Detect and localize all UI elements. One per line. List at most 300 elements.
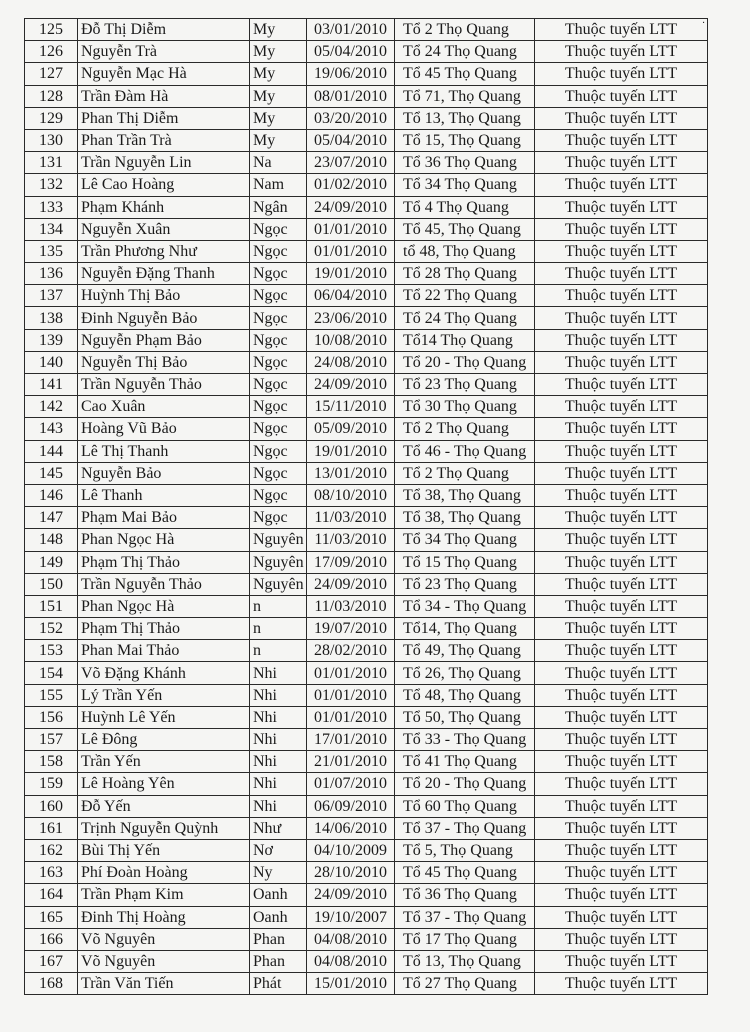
status-cell: Thuộc tuyến LTT: [535, 19, 708, 41]
table-row: [25, 374, 708, 396]
address-cell: Tổ 2 Thọ Quang: [395, 19, 535, 41]
row-number: 140: [25, 351, 78, 373]
address-cell: Tổ 27 Thọ Quang: [395, 973, 535, 995]
birth-date-cell: 11/03/2010: [307, 507, 395, 529]
row-number: 147: [25, 507, 78, 529]
table-row: [25, 462, 708, 484]
status-cell: Thuộc tuyến LTT: [535, 795, 708, 817]
table-row: [25, 263, 708, 285]
status-cell: Thuộc tuyến LTT: [535, 640, 708, 662]
table-row: [25, 129, 708, 151]
given-name-cell: Ngọc: [250, 240, 307, 262]
birth-date-cell: 10/08/2010: [307, 329, 395, 351]
address-cell: Tổ 17 Thọ Quang: [395, 928, 535, 950]
row-number: 131: [25, 152, 78, 174]
table-row: [25, 706, 708, 728]
birth-date-cell: 19/01/2010: [307, 263, 395, 285]
surname-cell: Trần Đàm Hà: [78, 85, 250, 107]
birth-date-cell: 13/01/2010: [307, 462, 395, 484]
birth-date-cell: 01/01/2010: [307, 218, 395, 240]
birth-date-cell: 24/09/2010: [307, 374, 395, 396]
row-number: 133: [25, 196, 78, 218]
row-number: 125: [25, 19, 78, 41]
student-list-table: [24, 18, 708, 995]
status-cell: Thuộc tuyến LTT: [535, 85, 708, 107]
status-cell: Thuộc tuyến LTT: [535, 351, 708, 373]
given-name-cell: Ngọc: [250, 285, 307, 307]
birth-date-cell: 06/09/2010: [307, 795, 395, 817]
table-row: [25, 773, 708, 795]
surname-cell: Võ Nguyên: [78, 950, 250, 972]
birth-date-cell: 08/01/2010: [307, 85, 395, 107]
birth-date-cell: 05/09/2010: [307, 418, 395, 440]
table-row: [25, 440, 708, 462]
status-cell: Thuộc tuyến LTT: [535, 662, 708, 684]
status-cell: Thuộc tuyến LTT: [535, 618, 708, 640]
row-number: 154: [25, 662, 78, 684]
birth-date-cell: 03/20/2010: [307, 107, 395, 129]
status-cell: Thuộc tuyến LTT: [535, 41, 708, 63]
birth-date-cell: 28/10/2010: [307, 862, 395, 884]
given-name-cell: Phan: [250, 950, 307, 972]
given-name-cell: My: [250, 107, 307, 129]
surname-cell: Trần Nguyễn Lin: [78, 152, 250, 174]
address-cell: Tổ14, Thọ Quang: [395, 618, 535, 640]
table-row: [25, 41, 708, 63]
birth-date-cell: 01/01/2010: [307, 662, 395, 684]
status-cell: Thuộc tuyến LTT: [535, 751, 708, 773]
address-cell: Tổ 23 Thọ Quang: [395, 374, 535, 396]
given-name-cell: Nhi: [250, 751, 307, 773]
status-cell: Thuộc tuyến LTT: [535, 152, 708, 174]
row-number: 132: [25, 174, 78, 196]
row-number: 126: [25, 41, 78, 63]
status-cell: Thuộc tuyến LTT: [535, 462, 708, 484]
address-cell: Tổ 71, Thọ Quang: [395, 85, 535, 107]
surname-cell: Phan Ngọc Hà: [78, 595, 250, 617]
status-cell: Thuộc tuyến LTT: [535, 507, 708, 529]
address-cell: Tổ 15, Thọ Quang: [395, 129, 535, 151]
row-number: 162: [25, 839, 78, 861]
birth-date-cell: 01/07/2010: [307, 773, 395, 795]
status-cell: Thuộc tuyến LTT: [535, 218, 708, 240]
status-cell: Thuộc tuyến LTT: [535, 595, 708, 617]
table-row: [25, 396, 708, 418]
address-cell: Tổ 2 Thọ Quang: [395, 418, 535, 440]
row-number: 138: [25, 307, 78, 329]
status-cell: Thuộc tuyến LTT: [535, 862, 708, 884]
corner-mark: .: [702, 15, 706, 26]
surname-cell: Phạm Khánh: [78, 196, 250, 218]
given-name-cell: Ngọc: [250, 263, 307, 285]
status-cell: Thuộc tuyến LTT: [535, 174, 708, 196]
surname-cell: Đỗ Thị Diễm: [78, 19, 250, 41]
status-cell: Thuộc tuyến LTT: [535, 440, 708, 462]
status-cell: Thuộc tuyến LTT: [535, 63, 708, 85]
row-number: 143: [25, 418, 78, 440]
given-name-cell: n: [250, 640, 307, 662]
surname-cell: Trần Nguyễn Thảo: [78, 573, 250, 595]
birth-date-cell: 28/02/2010: [307, 640, 395, 662]
table-row: [25, 729, 708, 751]
table-row: [25, 817, 708, 839]
given-name-cell: Ngọc: [250, 418, 307, 440]
table-row: [25, 662, 708, 684]
given-name-cell: Nguyên: [250, 551, 307, 573]
given-name-cell: My: [250, 41, 307, 63]
table-row: [25, 107, 708, 129]
status-cell: Thuộc tuyến LTT: [535, 285, 708, 307]
address-cell: Tổ 37 - Thọ Quang: [395, 817, 535, 839]
given-name-cell: Ngọc: [250, 351, 307, 373]
status-cell: Thuộc tuyến LTT: [535, 484, 708, 506]
given-name-cell: Ngọc: [250, 307, 307, 329]
birth-date-cell: 05/04/2010: [307, 41, 395, 63]
birth-date-cell: 23/07/2010: [307, 152, 395, 174]
given-name-cell: My: [250, 63, 307, 85]
address-cell: Tổ 24 Thọ Quang: [395, 307, 535, 329]
birth-date-cell: 17/09/2010: [307, 551, 395, 573]
table-row: [25, 640, 708, 662]
address-cell: Tổ 45, Thọ Quang: [395, 218, 535, 240]
surname-cell: Phan Trần Trà: [78, 129, 250, 151]
surname-cell: Nguyễn Đặng Thanh: [78, 263, 250, 285]
status-cell: Thuộc tuyến LTT: [535, 240, 708, 262]
address-cell: Tổ 45 Thọ Quang: [395, 63, 535, 85]
address-cell: Tổ 38, Thọ Quang: [395, 507, 535, 529]
address-cell: Tổ 13, Thọ Quang: [395, 950, 535, 972]
surname-cell: Phí Đoàn Hoàng: [78, 862, 250, 884]
address-cell: Tổ 46 - Thọ Quang: [395, 440, 535, 462]
surname-cell: Nguyễn Trà: [78, 41, 250, 63]
table-row: [25, 595, 708, 617]
status-cell: Thuộc tuyến LTT: [535, 684, 708, 706]
birth-date-cell: 15/11/2010: [307, 396, 395, 418]
table-row: [25, 218, 708, 240]
address-cell: Tổ 2 Thọ Quang: [395, 462, 535, 484]
address-cell: Tổ 38, Thọ Quang: [395, 484, 535, 506]
surname-cell: Lê Cao Hoàng: [78, 174, 250, 196]
birth-date-cell: 11/03/2010: [307, 529, 395, 551]
table-body: [25, 19, 708, 995]
status-cell: Thuộc tuyến LTT: [535, 729, 708, 751]
table-row: [25, 618, 708, 640]
address-cell: tổ 48, Thọ Quang: [395, 240, 535, 262]
given-name-cell: Nhi: [250, 662, 307, 684]
row-number: 145: [25, 462, 78, 484]
given-name-cell: Nhi: [250, 773, 307, 795]
table-row: [25, 795, 708, 817]
birth-date-cell: 08/10/2010: [307, 484, 395, 506]
row-number: 146: [25, 484, 78, 506]
table-row: [25, 196, 708, 218]
surname-cell: Lê Thanh: [78, 484, 250, 506]
given-name-cell: n: [250, 618, 307, 640]
row-number: 158: [25, 751, 78, 773]
status-cell: Thuộc tuyến LTT: [535, 817, 708, 839]
given-name-cell: Ngân: [250, 196, 307, 218]
row-number: 127: [25, 63, 78, 85]
birth-date-cell: 24/09/2010: [307, 573, 395, 595]
surname-cell: Nguyễn Thị Bảo: [78, 351, 250, 373]
table-row: [25, 950, 708, 972]
row-number: 157: [25, 729, 78, 751]
row-number: 164: [25, 884, 78, 906]
address-cell: Tổ 34 Thọ Quang: [395, 529, 535, 551]
address-cell: Tổ 26, Thọ Quang: [395, 662, 535, 684]
given-name-cell: Nơ: [250, 839, 307, 861]
status-cell: Thuộc tuyến LTT: [535, 906, 708, 928]
row-number: 166: [25, 928, 78, 950]
status-cell: Thuộc tuyến LTT: [535, 551, 708, 573]
address-cell: Tổ 15 Thọ Quang: [395, 551, 535, 573]
given-name-cell: n: [250, 595, 307, 617]
given-name-cell: Ngọc: [250, 329, 307, 351]
given-name-cell: Ngọc: [250, 440, 307, 462]
address-cell: Tổ 24 Thọ Quang: [395, 41, 535, 63]
address-cell: Tổ 36 Thọ Quang: [395, 152, 535, 174]
surname-cell: Nguyễn Phạm Bảo: [78, 329, 250, 351]
table-row: [25, 63, 708, 85]
surname-cell: Cao Xuân: [78, 396, 250, 418]
address-cell: Tổ 36 Thọ Quang: [395, 884, 535, 906]
status-cell: Thuộc tuyến LTT: [535, 374, 708, 396]
birth-date-cell: 14/06/2010: [307, 817, 395, 839]
table-row: [25, 751, 708, 773]
birth-date-cell: 24/09/2010: [307, 196, 395, 218]
given-name-cell: Ngọc: [250, 374, 307, 396]
surname-cell: Trần Phạm Kim: [78, 884, 250, 906]
row-number: 149: [25, 551, 78, 573]
given-name-cell: Nhi: [250, 706, 307, 728]
table-row: [25, 418, 708, 440]
given-name-cell: Nam: [250, 174, 307, 196]
row-number: 167: [25, 950, 78, 972]
table-row: [25, 973, 708, 995]
table-row: [25, 484, 708, 506]
row-number: 134: [25, 218, 78, 240]
table-row: [25, 85, 708, 107]
birth-date-cell: 24/09/2010: [307, 884, 395, 906]
birth-date-cell: 01/01/2010: [307, 706, 395, 728]
status-cell: Thuộc tuyến LTT: [535, 307, 708, 329]
given-name-cell: Oanh: [250, 906, 307, 928]
address-cell: Tổ 23 Thọ Quang: [395, 573, 535, 595]
row-number: 144: [25, 440, 78, 462]
given-name-cell: Nhi: [250, 795, 307, 817]
surname-cell: Trần Nguyễn Thảo: [78, 374, 250, 396]
status-cell: Thuộc tuyến LTT: [535, 129, 708, 151]
given-name-cell: Ngọc: [250, 218, 307, 240]
status-cell: Thuộc tuyến LTT: [535, 263, 708, 285]
surname-cell: Phạm Mai Bảo: [78, 507, 250, 529]
address-cell: Tổ 4 Thọ Quang: [395, 196, 535, 218]
surname-cell: Trần Yến: [78, 751, 250, 773]
address-cell: Tổ14 Thọ Quang: [395, 329, 535, 351]
birth-date-cell: 01/01/2010: [307, 684, 395, 706]
surname-cell: Võ Nguyên: [78, 928, 250, 950]
birth-date-cell: 17/01/2010: [307, 729, 395, 751]
table-row: [25, 839, 708, 861]
surname-cell: Đinh Nguyễn Bảo: [78, 307, 250, 329]
row-number: 150: [25, 573, 78, 595]
surname-cell: Bùi Thị Yến: [78, 839, 250, 861]
table-row: [25, 174, 708, 196]
birth-date-cell: 15/01/2010: [307, 973, 395, 995]
address-cell: Tổ 50, Thọ Quang: [395, 706, 535, 728]
birth-date-cell: 11/03/2010: [307, 595, 395, 617]
row-number: 137: [25, 285, 78, 307]
birth-date-cell: 19/10/2007: [307, 906, 395, 928]
address-cell: Tổ 37 - Thọ Quang: [395, 906, 535, 928]
row-number: 130: [25, 129, 78, 151]
given-name-cell: Oanh: [250, 884, 307, 906]
surname-cell: Nguyễn Xuân: [78, 218, 250, 240]
birth-date-cell: 03/01/2010: [307, 19, 395, 41]
table-row: [25, 307, 708, 329]
surname-cell: Nguyễn Bảo: [78, 462, 250, 484]
given-name-cell: Nhi: [250, 729, 307, 751]
address-cell: Tổ 5, Thọ Quang: [395, 839, 535, 861]
row-number: 163: [25, 862, 78, 884]
given-name-cell: Ngọc: [250, 462, 307, 484]
row-number: 159: [25, 773, 78, 795]
given-name-cell: Ngọc: [250, 507, 307, 529]
address-cell: Tổ 60 Thọ Quang: [395, 795, 535, 817]
row-number: 155: [25, 684, 78, 706]
address-cell: Tổ 34 - Thọ Quang: [395, 595, 535, 617]
given-name-cell: My: [250, 19, 307, 41]
surname-cell: Huỳnh Thị Bảo: [78, 285, 250, 307]
surname-cell: Lê Đông: [78, 729, 250, 751]
row-number: 135: [25, 240, 78, 262]
birth-date-cell: 23/06/2010: [307, 307, 395, 329]
surname-cell: Trần Văn Tiến: [78, 973, 250, 995]
status-cell: Thuộc tuyến LTT: [535, 950, 708, 972]
birth-date-cell: 19/06/2010: [307, 63, 395, 85]
birth-date-cell: 19/01/2010: [307, 440, 395, 462]
given-name-cell: Phan: [250, 928, 307, 950]
surname-cell: Đỗ Yến: [78, 795, 250, 817]
birth-date-cell: 04/08/2010: [307, 928, 395, 950]
table-row: [25, 573, 708, 595]
surname-cell: Trần Phương Như: [78, 240, 250, 262]
birth-date-cell: 01/01/2010: [307, 240, 395, 262]
status-cell: Thuộc tuyến LTT: [535, 839, 708, 861]
table-row: [25, 928, 708, 950]
status-cell: Thuộc tuyến LTT: [535, 884, 708, 906]
row-number: 161: [25, 817, 78, 839]
row-number: 152: [25, 618, 78, 640]
status-cell: Thuộc tuyến LTT: [535, 706, 708, 728]
table-row: [25, 884, 708, 906]
address-cell: Tổ 22 Thọ Quang: [395, 285, 535, 307]
row-number: 151: [25, 595, 78, 617]
surname-cell: Hoàng Vũ Bảo: [78, 418, 250, 440]
row-number: 165: [25, 906, 78, 928]
row-number: 142: [25, 396, 78, 418]
birth-date-cell: 21/01/2010: [307, 751, 395, 773]
table-row: [25, 862, 708, 884]
given-name-cell: My: [250, 129, 307, 151]
row-number: 139: [25, 329, 78, 351]
address-cell: Tổ 13, Thọ Quang: [395, 107, 535, 129]
table-row: [25, 507, 708, 529]
address-cell: Tổ 45 Thọ Quang: [395, 862, 535, 884]
table-row: [25, 906, 708, 928]
row-number: 141: [25, 374, 78, 396]
status-cell: Thuộc tuyến LTT: [535, 107, 708, 129]
birth-date-cell: 05/04/2010: [307, 129, 395, 151]
given-name-cell: Ny: [250, 862, 307, 884]
table-row: [25, 152, 708, 174]
given-name-cell: Nhi: [250, 684, 307, 706]
given-name-cell: My: [250, 85, 307, 107]
birth-date-cell: 04/08/2010: [307, 950, 395, 972]
row-number: 128: [25, 85, 78, 107]
birth-date-cell: 24/08/2010: [307, 351, 395, 373]
table-row: [25, 551, 708, 573]
table-row: [25, 329, 708, 351]
address-cell: Tổ 20 - Thọ Quang: [395, 351, 535, 373]
address-cell: Tổ 49, Thọ Quang: [395, 640, 535, 662]
surname-cell: Đinh Thị Hoàng: [78, 906, 250, 928]
surname-cell: Lý Trần Yến: [78, 684, 250, 706]
surname-cell: Huỳnh Lê Yến: [78, 706, 250, 728]
surname-cell: Nguyễn Mạc Hà: [78, 63, 250, 85]
address-cell: Tổ 33 - Thọ Quang: [395, 729, 535, 751]
status-cell: Thuộc tuyến LTT: [535, 773, 708, 795]
row-number: 153: [25, 640, 78, 662]
surname-cell: Lê Thị Thanh: [78, 440, 250, 462]
table-row: [25, 19, 708, 41]
surname-cell: Võ Đặng Khánh: [78, 662, 250, 684]
given-name-cell: Như: [250, 817, 307, 839]
row-number: 168: [25, 973, 78, 995]
surname-cell: Phan Ngọc Hà: [78, 529, 250, 551]
given-name-cell: Phát: [250, 973, 307, 995]
status-cell: Thuộc tuyến LTT: [535, 573, 708, 595]
row-number: 129: [25, 107, 78, 129]
status-cell: Thuộc tuyến LTT: [535, 928, 708, 950]
given-name-cell: Nguyên: [250, 573, 307, 595]
given-name-cell: Ngọc: [250, 396, 307, 418]
surname-cell: Lê Hoàng Yên: [78, 773, 250, 795]
status-cell: Thuộc tuyến LTT: [535, 418, 708, 440]
status-cell: Thuộc tuyến LTT: [535, 196, 708, 218]
address-cell: Tổ 41 Thọ Quang: [395, 751, 535, 773]
birth-date-cell: 06/04/2010: [307, 285, 395, 307]
row-number: 160: [25, 795, 78, 817]
address-cell: Tổ 34 Thọ Quang: [395, 174, 535, 196]
address-cell: Tổ 30 Thọ Quang: [395, 396, 535, 418]
birth-date-cell: 19/07/2010: [307, 618, 395, 640]
table-row: [25, 529, 708, 551]
birth-date-cell: 04/10/2009: [307, 839, 395, 861]
surname-cell: Phan Thị Diễm: [78, 107, 250, 129]
given-name-cell: Ngọc: [250, 484, 307, 506]
given-name-cell: Na: [250, 152, 307, 174]
status-cell: Thuộc tuyến LTT: [535, 529, 708, 551]
address-cell: Tổ 20 - Thọ Quang: [395, 773, 535, 795]
table-row: [25, 684, 708, 706]
row-number: 156: [25, 706, 78, 728]
address-cell: Tổ 48, Thọ Quang: [395, 684, 535, 706]
status-cell: Thuộc tuyến LTT: [535, 973, 708, 995]
surname-cell: Phạm Thị Thảo: [78, 551, 250, 573]
row-number: 136: [25, 263, 78, 285]
table-row: [25, 285, 708, 307]
